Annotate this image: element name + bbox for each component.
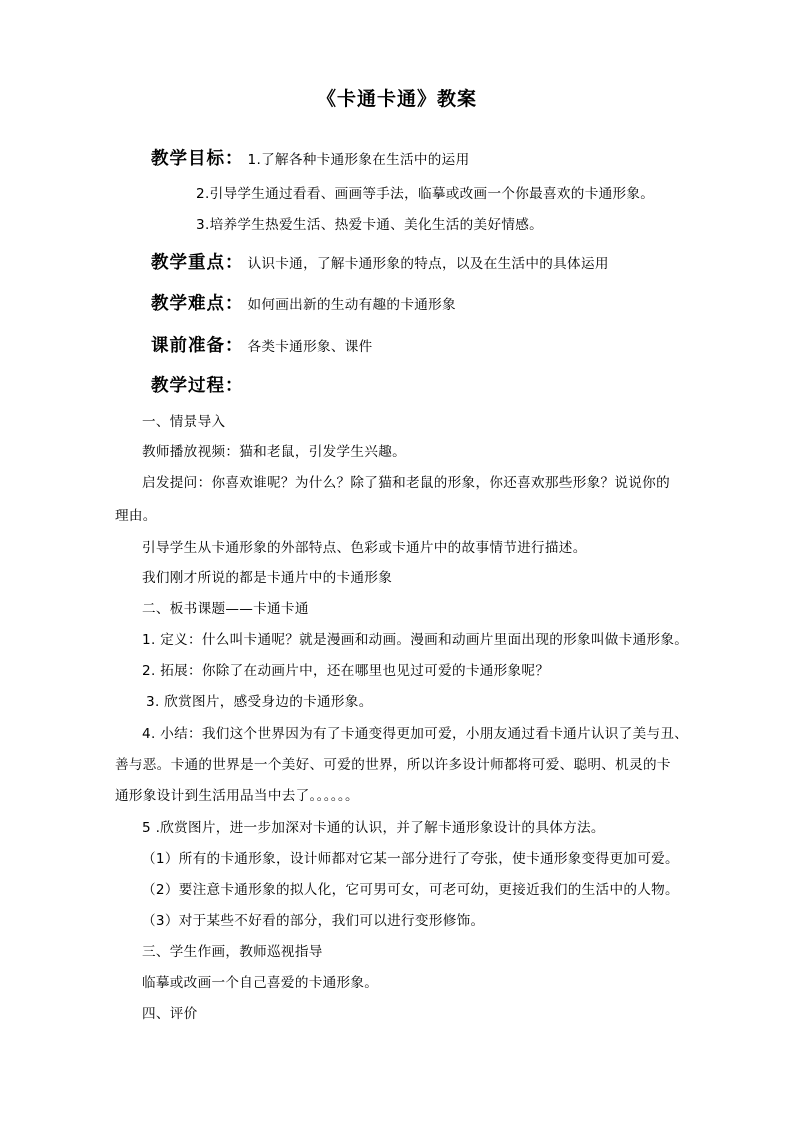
preparation-section bbox=[151, 333, 373, 360]
difficulty-text: 如何画出新的生动有趣的卡通形象 bbox=[247, 297, 456, 313]
paragraph-line: 理由。 bbox=[115, 508, 157, 524]
teaching-goal-2: 2.引导学生通过看看、画画等手法，临摹或改画一个你最喜欢的卡通形象。 bbox=[196, 186, 655, 202]
key-point-text: 认识卡通，了解卡通形象的特点，以及在生活中的具体运用 bbox=[247, 256, 609, 272]
list-item: 5 .欣赏图片，进一步加深对卡通的认识，并了解卡通形象设计的具体方法。 bbox=[142, 820, 605, 836]
list-item: 4. 小结：我们这个世界因为有了卡通变得更加可爱，小朋友通过看卡通片认识了美与丑、 bbox=[142, 726, 689, 742]
section-heading-intro: 一、情景导入 bbox=[142, 414, 226, 430]
sub-list-item: （3）对于某些不好看的部分，我们可以进行变形修饰。 bbox=[142, 913, 485, 929]
document-title: 《卡通卡通》教案 bbox=[316, 88, 477, 110]
list-item: 3. 欣赏图片，感受身边的卡通形象。 bbox=[146, 694, 373, 710]
paragraph-line: 引导学生从卡通形象的外部特点、色彩或卡通片中的故事情节进行描述。 bbox=[142, 540, 587, 556]
teaching-goal-label: 教学目标： bbox=[151, 149, 244, 169]
paragraph-line: 教师播放视频：猫和老鼠，引发学生兴趣。 bbox=[142, 444, 406, 460]
difficulty-label: 教学难点： bbox=[151, 294, 244, 314]
key-point-label: 教学重点： bbox=[151, 253, 244, 273]
section-heading-topic: 二、板书课题——卡通卡通 bbox=[142, 601, 309, 617]
paragraph-line: 临摹或改画一个自己喜爱的卡通形象。 bbox=[142, 975, 379, 991]
section-heading-practice: 三、学生作画，教师巡视指导 bbox=[142, 944, 323, 960]
teaching-goal-1: 1.了解各种卡通形象在生活中的运用 bbox=[247, 152, 470, 168]
difficulty-section bbox=[151, 291, 456, 318]
section-heading-evaluation: 四、评价 bbox=[142, 1006, 198, 1022]
list-item: 2. 拓展：你除了在动画片中，还在哪里也见过可爱的卡通形象呢？ bbox=[142, 663, 550, 679]
preparation-text: 各类卡通形象、课件 bbox=[247, 339, 373, 355]
paragraph-line: 启发提问：你喜欢谁呢？为什么？除了猫和老鼠的形象，你还喜欢那些形象？说说你的 bbox=[142, 475, 670, 491]
key-point-section bbox=[151, 250, 609, 277]
sub-list-item: （1）所有的卡通形象，设计师都对它某一部分进行了夸张，使卡通形象变得更加可爱。 bbox=[142, 851, 679, 867]
list-item: 1. 定义：什么叫卡通呢？就是漫画和动画。漫画和动画片里面出现的形象叫做卡通形象。 bbox=[142, 632, 689, 648]
process-label: 教学过程： bbox=[151, 376, 244, 396]
paragraph-line: 我们刚才所说的都是卡通片中的卡通形象 bbox=[142, 570, 393, 586]
process-section bbox=[151, 373, 244, 399]
paragraph-line: 通形象设计到生活用品当中去了。。。。。。 bbox=[115, 788, 359, 804]
paragraph-line: 善与恶。卡通的世界是一个美好、可爱的世界，所以许多设计师都将可爱、聪明、机灵的卡 bbox=[115, 757, 671, 773]
sub-list-item: （2）要注意卡通形象的拟人化，它可男可女，可老可幼，更接近我们的生活中的人物。 bbox=[142, 882, 679, 898]
preparation-label: 课前准备： bbox=[151, 336, 244, 356]
teaching-goal-3: 3.培养学生热爱生活、热爱卡通、美化生活的美好情感。 bbox=[196, 217, 544, 233]
teaching-goal-section bbox=[151, 146, 469, 173]
